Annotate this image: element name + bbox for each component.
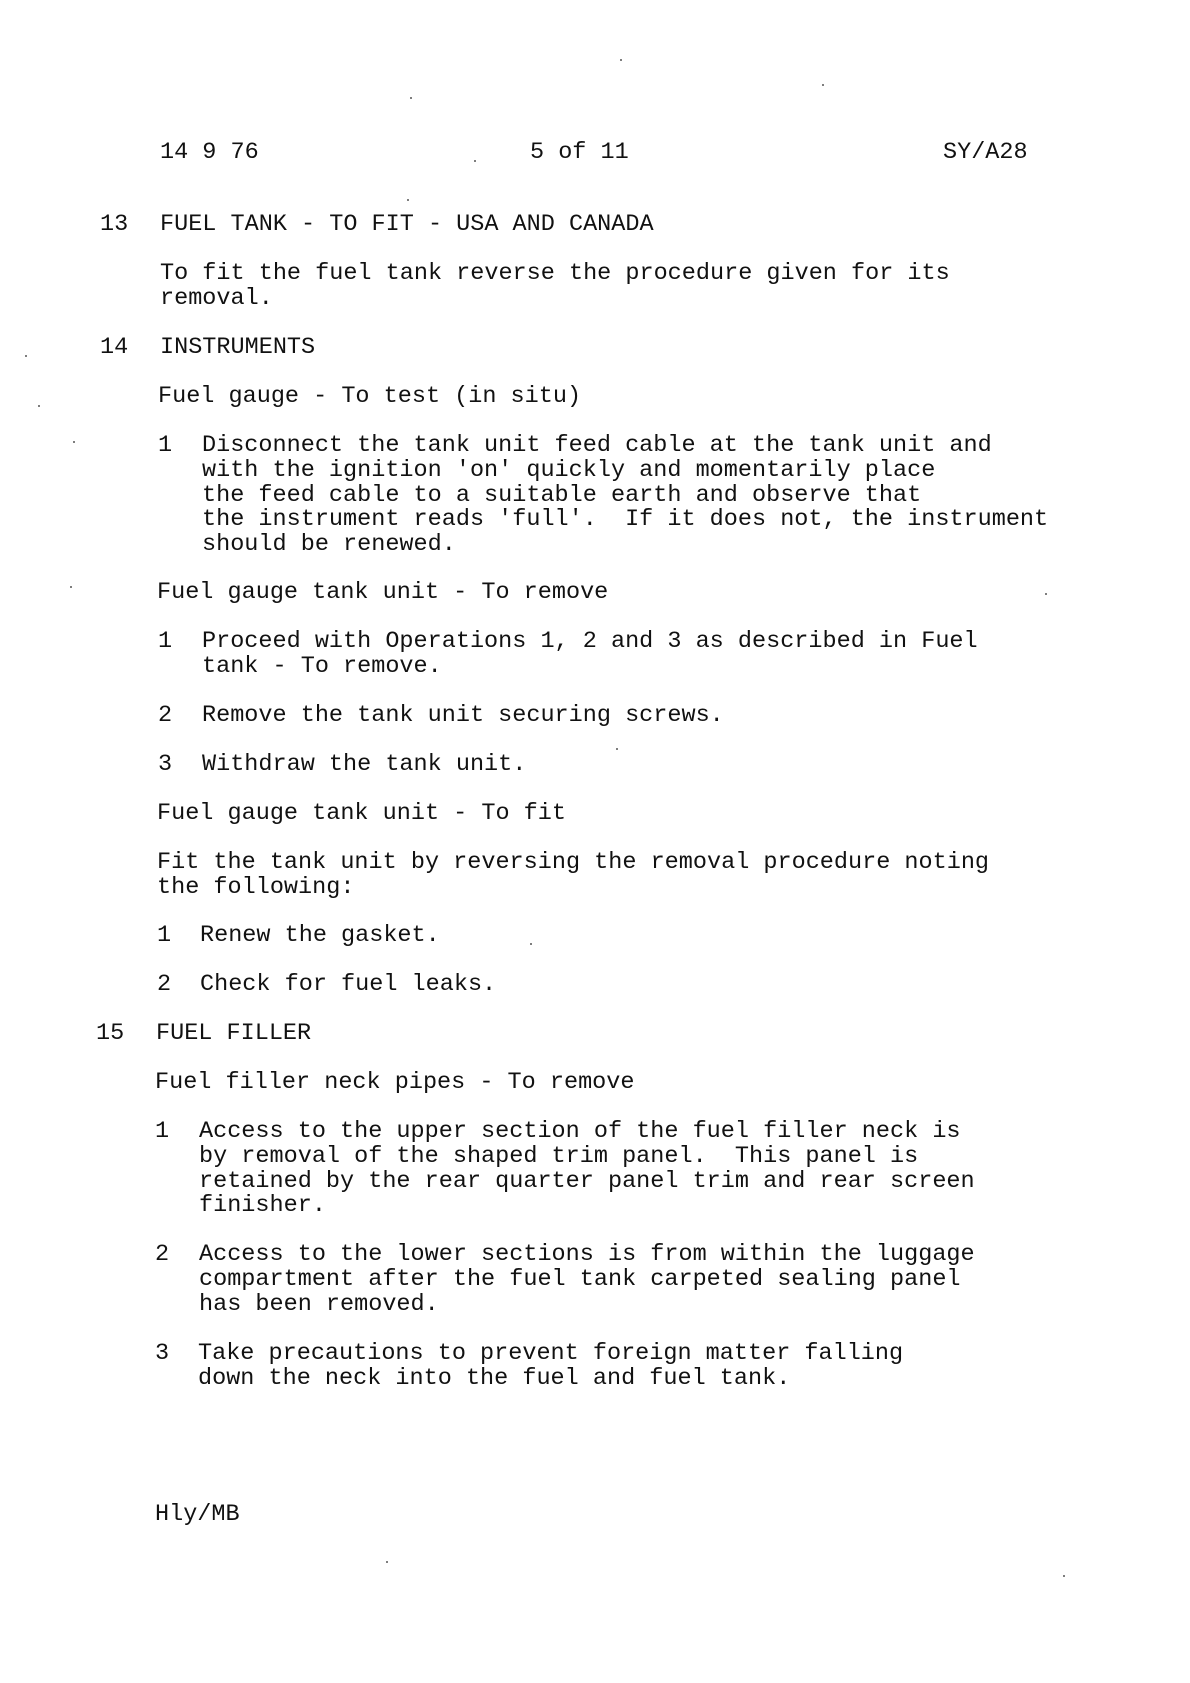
scan-speck xyxy=(410,97,412,99)
header-page-number: 5 of 11 xyxy=(530,139,629,166)
section-title: FUEL TANK - TO FIT - USA AND CANADA xyxy=(160,211,654,238)
scan-speck xyxy=(530,943,532,945)
step-number: 1 xyxy=(157,922,172,949)
section-title: INSTRUMENTS xyxy=(160,334,316,361)
step-text: Proceed with Operations 1, 2 and 3 as described in Fuel tank - To remove. xyxy=(202,628,978,680)
scan-speck xyxy=(70,586,72,588)
section-paragraph: To fit the fuel tank reverse the procedure given for its removal. xyxy=(160,260,950,312)
scan-speck xyxy=(38,405,40,407)
subsection-title: Fuel gauge - To test (in situ) xyxy=(158,383,582,410)
subsection-title: Fuel filler neck pipes - To remove xyxy=(155,1069,635,1096)
step-number: 2 xyxy=(158,702,173,729)
footer-initials: Hly/MB xyxy=(155,1501,240,1528)
step-text: Take precautions to prevent foreign matter falling down the neck into the fuel and fuel tank. xyxy=(198,1340,904,1392)
scan-speck xyxy=(822,84,824,86)
step-text: Remove the tank unit securing screws. xyxy=(202,702,724,729)
step-text: Check for fuel leaks. xyxy=(200,971,497,998)
subsection-title: Fuel gauge tank unit - To remove xyxy=(157,579,609,606)
scan-speck xyxy=(25,355,27,357)
section-title: FUEL FILLER xyxy=(156,1020,312,1047)
section-number: 14 xyxy=(100,334,129,361)
subsection-intro: Fit the tank unit by reversing the removal procedure noting the following: xyxy=(157,849,990,901)
step-number: 1 xyxy=(158,628,173,655)
scan-speck xyxy=(616,748,618,750)
scan-speck xyxy=(474,160,476,162)
section-number: 15 xyxy=(96,1020,125,1047)
section-number: 13 xyxy=(100,211,129,238)
step-text: Access to the lower sections is from within the luggage compartment after the fuel tank carpeted sealing panel has been removed. xyxy=(199,1241,975,1318)
scan-speck xyxy=(407,199,409,201)
step-number: 1 xyxy=(158,432,173,459)
subsection-title: Fuel gauge tank unit - To fit xyxy=(157,800,566,827)
scan-speck xyxy=(73,441,75,443)
step-text: Access to the upper section of the fuel filler neck is by removal of the shaped trim panel. This panel is retained by the rear quarter panel trim and rear screen finisher. xyxy=(199,1118,975,1220)
step-number: 3 xyxy=(155,1340,170,1367)
scan-speck xyxy=(1063,1575,1065,1577)
scan-speck xyxy=(1045,593,1047,595)
scan-speck xyxy=(386,1561,388,1563)
step-number: 1 xyxy=(155,1118,170,1145)
step-number: 2 xyxy=(155,1241,170,1268)
header-date: 14 9 76 xyxy=(160,139,259,166)
step-number: 3 xyxy=(158,751,173,778)
step-number: 2 xyxy=(157,971,172,998)
step-text: Renew the gasket. xyxy=(200,922,440,949)
step-text: Disconnect the tank unit feed cable at the tank unit and with the ignition 'on' quickly and momentarily place the feed cable to a suitable earth and observe that the instrument reads 'full'. If it does not, the instrument should be renewed. xyxy=(202,432,1049,559)
header-reference: SY/A28 xyxy=(943,139,1028,166)
scan-speck xyxy=(620,59,622,61)
step-text: Withdraw the tank unit. xyxy=(202,751,527,778)
